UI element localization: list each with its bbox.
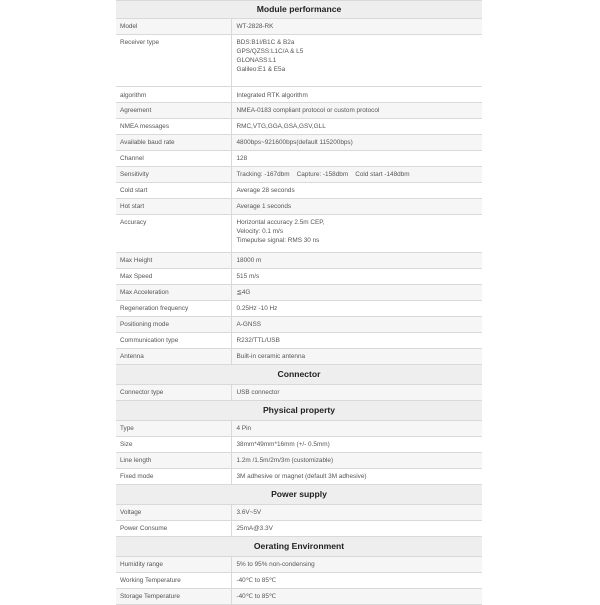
spec-label: Working Temperature <box>116 573 231 589</box>
spec-row-max-acceleration <box>116 285 482 301</box>
spec-value: RMC,VTG,GGA,GSA,GSV,GLL <box>231 119 482 135</box>
spec-label: Max Speed <box>116 269 231 285</box>
spec-value: 5% to 95% non-condensing <box>231 557 482 573</box>
spec-row-receiver-type <box>116 35 482 87</box>
spec-row-baud-rate <box>116 135 482 151</box>
spec-label: Type <box>116 421 231 437</box>
spec-row-max-height <box>116 253 482 269</box>
spec-label: Voltage <box>116 505 231 521</box>
spec-value-line: Timepulse signal: RMS 30 ns <box>236 237 320 244</box>
spec-row-antenna <box>116 349 482 365</box>
spec-sheet <box>116 0 482 605</box>
section-header-physical-property <box>116 401 482 421</box>
spec-value: 25mA@3.3V <box>231 521 482 537</box>
spec-row-storage-temperature <box>116 589 482 605</box>
spec-label: Hot start <box>116 199 231 215</box>
spec-value-line: GPS/QZSS:L1C/A & L5 <box>236 48 304 55</box>
section-header-module-performance <box>116 1 482 19</box>
spec-value: 0.25Hz -10 Hz <box>231 301 482 317</box>
spec-label: Size <box>116 437 231 453</box>
section-header-operating-environment <box>116 537 482 557</box>
spec-label: Available baud rate <box>116 135 231 151</box>
spec-value: 1.2m /1.5m/2m/3m (customizable) <box>231 453 482 469</box>
spec-label: Fixed mode <box>116 469 231 485</box>
spec-value: 515 m/s <box>231 269 482 285</box>
spec-value: WT-2828-RK <box>231 19 482 35</box>
spec-row-agreement <box>116 103 482 119</box>
spec-row-accuracy <box>116 215 482 253</box>
spec-row-hot-start <box>116 199 482 215</box>
spec-value-line: Velocity: 0.1 m/s <box>236 228 284 235</box>
spec-row-size <box>116 437 482 453</box>
spec-label: Cold start <box>116 183 231 199</box>
spec-row-nmea-messages <box>116 119 482 135</box>
spec-value: 4800bps~921600bps(default 115200bps) <box>231 135 482 151</box>
spec-label: Connector type <box>116 385 231 401</box>
spec-row-channel <box>116 151 482 167</box>
spec-row-humidity-range <box>116 557 482 573</box>
spec-value: Average 1 seconds <box>231 199 482 215</box>
spec-label: Sensitivity <box>116 167 231 183</box>
spec-value: ≦4G <box>231 285 482 301</box>
spec-row-model <box>116 19 482 35</box>
spec-row-regeneration-frequency <box>116 301 482 317</box>
spec-value: NMEA-0183 compliant protocol or custom protocol <box>231 103 482 119</box>
spec-label: Line length <box>116 453 231 469</box>
section-title: Oerating Environment <box>116 537 482 557</box>
spec-value: Tracking: -167dbm Capture: -158dbm Cold start -148dbm <box>231 167 482 183</box>
spec-label: Communication type <box>116 333 231 349</box>
spec-row-fixed-mode <box>116 469 482 485</box>
spec-row-line-length <box>116 453 482 469</box>
spec-value <box>231 215 482 253</box>
spec-row-max-speed <box>116 269 482 285</box>
spec-label: Max Height <box>116 253 231 269</box>
section-title: Physical property <box>116 401 482 421</box>
spec-label: Storage Temperature <box>116 589 231 605</box>
spec-value-line: Horizontal accuracy 2.5m CEP, <box>236 219 325 226</box>
spec-row-cold-start <box>116 183 482 199</box>
spec-row-positioning-mode <box>116 317 482 333</box>
spec-value: USB connector <box>231 385 482 401</box>
spec-value-line: Galileo:E1 & E5a <box>236 66 286 73</box>
spec-row-power-consume <box>116 521 482 537</box>
spec-row-working-temperature <box>116 573 482 589</box>
spec-value: R232/TTL/USB <box>231 333 482 349</box>
spec-value-line: GLONASS:L1 <box>236 57 277 64</box>
spec-value-line: BDS:B1I/B1C & B2a <box>236 39 295 46</box>
section-title: Connector <box>116 365 482 385</box>
spec-label: Humidity range <box>116 557 231 573</box>
spec-label: Antenna <box>116 349 231 365</box>
spec-value: 4 Pin <box>231 421 482 437</box>
spec-label: Agreement <box>116 103 231 119</box>
spec-value: 38mm*49mm*16mm (+/- 0.5mm) <box>231 437 482 453</box>
spec-label: Accuracy <box>116 215 231 253</box>
spec-value: -40℃ to 85℃ <box>231 589 482 605</box>
spec-value: Average 28 seconds <box>231 183 482 199</box>
spec-label: NMEA messages <box>116 119 231 135</box>
spec-value: -40℃ to 85℃ <box>231 573 482 589</box>
spec-value: Integrated RTK algorithm <box>231 87 482 103</box>
spec-value: 3M adhesive or magnet (default 3M adhesive) <box>231 469 482 485</box>
section-title: Power supply <box>116 485 482 505</box>
spec-row-algorithm <box>116 87 482 103</box>
spec-value: A-GNSS <box>231 317 482 333</box>
spec-label: Regeneration frequency <box>116 301 231 317</box>
spec-value: 128 <box>231 151 482 167</box>
spec-label: Max Acceleration <box>116 285 231 301</box>
spec-row-voltage <box>116 505 482 521</box>
spec-label: Power Consume <box>116 521 231 537</box>
spec-row-sensitivity <box>116 167 482 183</box>
section-header-connector <box>116 365 482 385</box>
section-title: Module performance <box>116 1 482 19</box>
spec-row-type <box>116 421 482 437</box>
spec-label: algorithm <box>116 87 231 103</box>
section-header-power-supply <box>116 485 482 505</box>
spec-table <box>116 0 482 605</box>
spec-value: Built-in ceramic antenna <box>231 349 482 365</box>
spec-label: Model <box>116 19 231 35</box>
spec-value: 18000 m <box>231 253 482 269</box>
spec-row-communication-type <box>116 333 482 349</box>
spec-value <box>231 35 482 87</box>
spec-label: Channel <box>116 151 231 167</box>
spec-value: 3.6V~5V <box>231 505 482 521</box>
spec-label: Receiver type <box>116 35 231 87</box>
spec-row-connector-type <box>116 385 482 401</box>
spec-label: Positioning mode <box>116 317 231 333</box>
